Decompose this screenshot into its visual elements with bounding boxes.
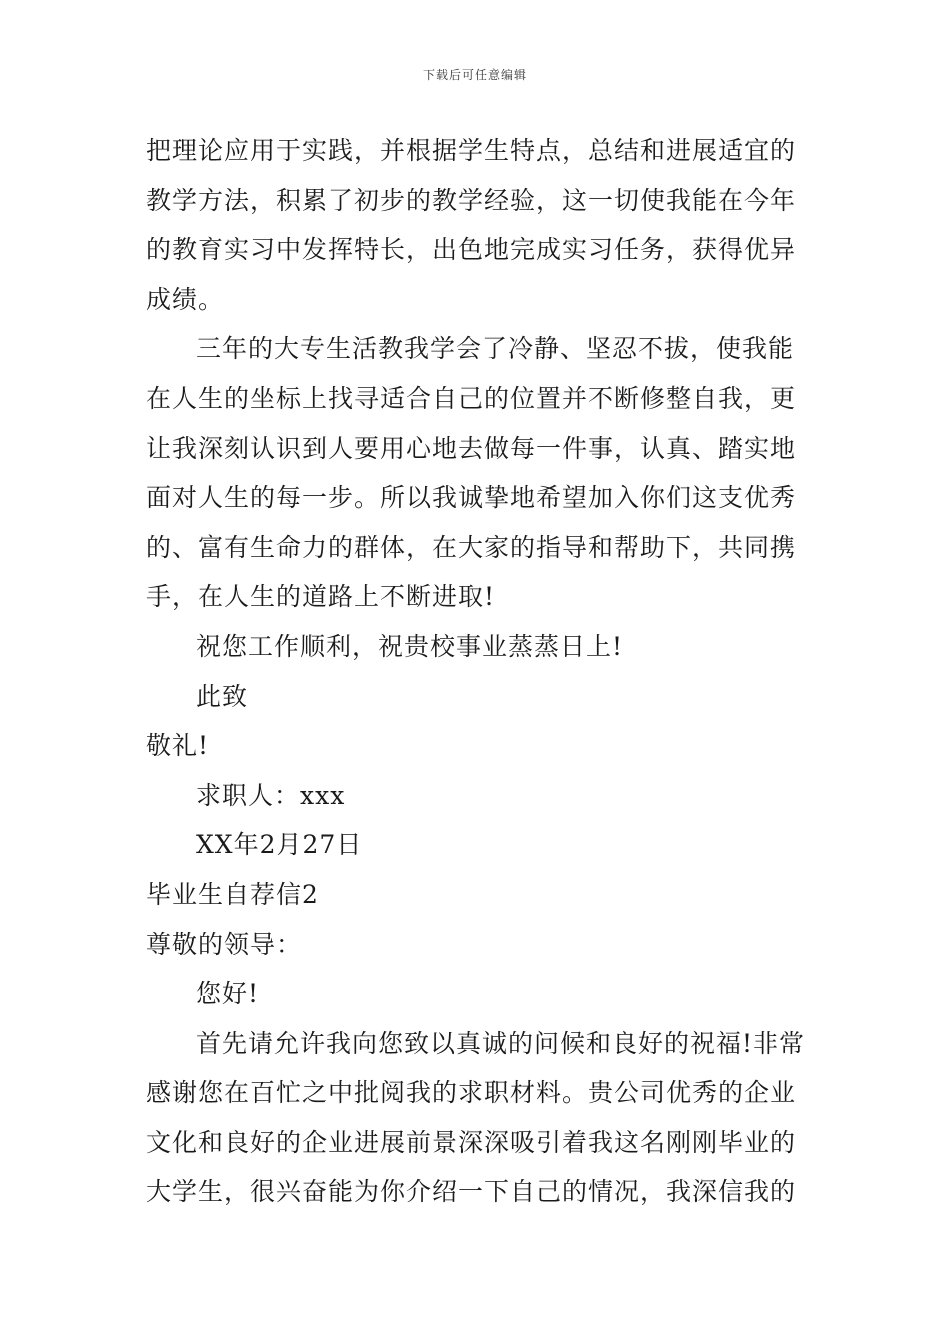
text-line: 成绩。 <box>146 284 225 314</box>
text-line: 感谢您在百忙之中批阅我的求职材料。贵公司优秀的企业 <box>146 1078 797 1108</box>
text-line: 手，在人生的道路上不断进取! <box>146 582 496 612</box>
text-line: 的、富有生命力的群体，在大家的指导和帮助下，共同携 <box>146 532 797 562</box>
closing-wish: 祝您工作顺利，祝贵校事业蒸蒸日上! <box>196 631 624 661</box>
text-line: 在人生的坐标上找寻适合自己的位置并不断修整自我，更 <box>146 383 797 413</box>
closing-regards: 敬礼! <box>146 731 210 761</box>
text-line: 让我深刻认识到人要用心地去做每一件事，认真、踏实地 <box>146 433 797 463</box>
closing-salutation: 此致 <box>196 681 249 711</box>
signature-date: XX年2月27日 <box>196 830 363 860</box>
text-line: 大学生，很兴奋能为你介绍一下自己的情况，我深信我的 <box>146 1177 797 1207</box>
document-body <box>146 126 808 1217</box>
section-title: 毕业生自荐信2 <box>146 879 319 909</box>
text-line: 教学方法，积累了初步的教学经验，这一切使我能在今年 <box>146 185 797 215</box>
paragraph-start: 三年的大专生活教我学会了冷静、坚忍不拔，使我能 <box>196 334 795 364</box>
text-line: 的教育实习中发挥特长，出色地完成实习任务，获得优异 <box>146 235 797 265</box>
text-line: 面对人生的每一步。所以我诚挚地希望加入你们这支优秀 <box>146 483 797 513</box>
signature-applicant: 求职人：xxx <box>196 780 346 810</box>
page-header: 下载后可任意编辑 <box>422 68 527 82</box>
greeting: 您好! <box>196 979 260 1009</box>
text-line: 文化和良好的企业进展前景深深吸引着我这名刚刚毕业的 <box>146 1127 797 1157</box>
paragraph-start: 首先请允许我向您致以真诚的问候和良好的祝福!非常 <box>196 1028 806 1058</box>
text-line: 把理论应用于实践，并根据学生特点，总结和进展适宜的 <box>146 136 797 165</box>
greeting-recipient: 尊敬的领导： <box>146 929 303 959</box>
